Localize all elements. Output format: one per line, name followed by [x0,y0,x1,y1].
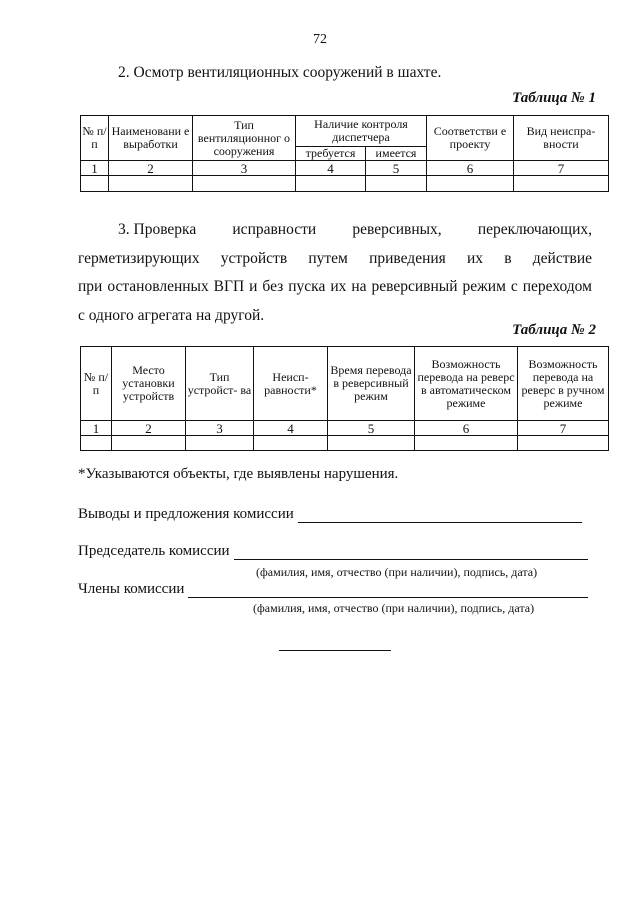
word: 3. Проверка [118,221,197,238]
t1-header-fault: Вид неиспра- вности [514,116,609,161]
word: путем [308,249,348,267]
section-3-paragraph [78,216,592,330]
t1-empty-cell [81,176,109,192]
word: в [504,249,512,267]
paragraph-line [78,245,592,274]
t1-header-required: требуется [296,147,366,161]
members-label: Члены комиссии [78,581,185,597]
t1-header-compliance: Соответстви е проекту [427,116,514,161]
t2-header: № п/п [81,347,112,421]
t2-empty-cell [415,436,518,451]
chairman-label: Председатель комиссии [78,543,230,559]
t2-empty-cell [81,436,112,451]
word: с [510,278,518,295]
t1-header-control: Наличие контроля диспетчера [296,116,427,147]
t1-colnum: 4 [296,161,366,176]
members-signature-line[interactable] [188,582,588,598]
t2-colnum: 4 [254,421,328,436]
word: действие [532,249,592,267]
t1-empty-cell [109,176,193,192]
t1-empty-cell [366,176,427,192]
table-row [81,421,609,436]
conclusions-label: Выводы и предложения комиссии [78,506,294,522]
t2-header: Неисп- равности* [254,347,328,421]
t1-header-name: Наименовани е выработки [109,116,193,161]
t2-header: Время перевода в реверсивный режим [328,347,415,421]
paragraph-line [78,216,592,245]
t1-empty-cell [514,176,609,192]
t2-header: Место установки устройств [112,347,186,421]
members-row [78,581,588,598]
t2-header: Тип устройст- ва [186,347,254,421]
t2-colnum: 1 [81,421,112,436]
word: без [262,278,284,295]
t2-colnum: 3 [186,421,254,436]
footnote: *Указываются объекты, где выявлены нарушения. [78,466,399,482]
page-number: 72 [313,32,327,47]
word: на [351,278,367,295]
word: режим [462,278,506,295]
t1-empty-cell [427,176,514,192]
table-1-caption: Таблица № 1 [512,90,596,106]
t2-empty-cell [186,436,254,451]
t1-colnum: 1 [81,161,109,176]
chairman-row [78,543,588,560]
word: их [467,249,484,267]
word: остановленных [107,278,209,295]
table-row [81,436,609,451]
t1-colnum: 7 [514,161,609,176]
t1-header-type: Тип вентиляционног о сооружения [193,116,296,161]
word: реверсивных, [352,221,442,238]
word: реверсивный [371,278,458,295]
word: и [249,278,258,295]
word: исправности [232,221,317,238]
t2-header: Возможность перевода на реверс в ручном режиме [518,347,609,421]
word: переходом [522,278,592,295]
conclusions-line[interactable] [298,507,582,523]
word: пуска [288,278,326,295]
t2-colnum: 2 [112,421,186,436]
members-hint: (фамилия, имя, отчество (при наличии), подпись, дата) [253,601,535,615]
t2-empty-cell [328,436,415,451]
chairman-signature-line[interactable] [234,544,588,560]
paragraph-line [78,273,592,302]
t1-colnum: 5 [366,161,427,176]
t2-empty-cell [254,436,328,451]
word: их [330,278,347,295]
t1-header-present: имеется [366,147,427,161]
word: при [78,278,103,295]
section-2-heading: 2. Осмотр вентиляционных сооружений в шахте. [118,64,442,81]
t2-colnum: 7 [518,421,609,436]
word: приведения [369,249,446,267]
t2-empty-cell [518,436,609,451]
paragraph-last-line: с одного агрегата на другой. [78,306,265,324]
table-2-caption: Таблица № 2 [512,322,596,338]
table-row [81,161,609,176]
t2-empty-cell [112,436,186,451]
t1-empty-cell [193,176,296,192]
word: герметизирующих [78,249,200,267]
conclusions-row [78,506,584,523]
word: устройств [220,249,288,267]
t1-header-num: № п/ п [81,116,109,161]
t2-header: Возможность перевода на реверс в автоматическом режиме [415,347,518,421]
t1-colnum: 2 [109,161,193,176]
chairman-hint: (фамилия, имя, отчество (при наличии), подпись, дата) [256,565,538,579]
t1-empty-cell [296,176,366,192]
table-row [81,176,609,192]
table-1 [80,115,609,192]
table-2 [80,346,609,451]
word: переключающих, [477,221,592,238]
word: ВГП [213,278,245,295]
t2-colnum: 5 [328,421,415,436]
t1-colnum: 3 [193,161,296,176]
end-rule [279,650,391,651]
t2-colnum: 6 [415,421,518,436]
t1-colnum: 6 [427,161,514,176]
